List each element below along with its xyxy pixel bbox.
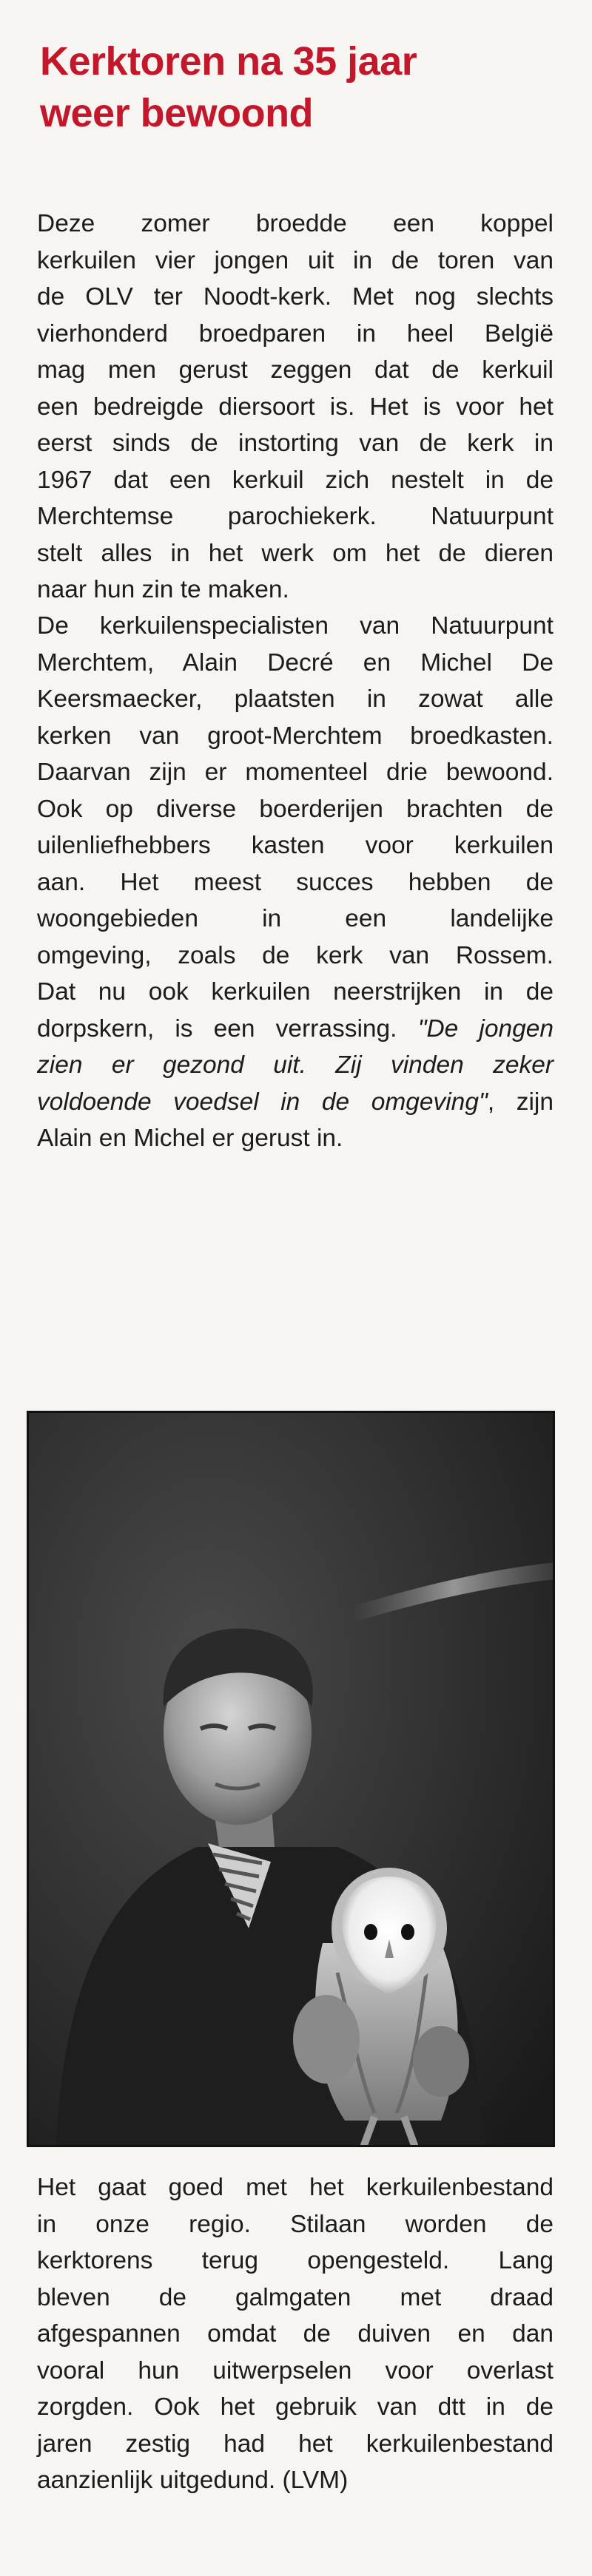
text-line: naar hun zin te maken. (37, 576, 289, 603)
text-line: Keersmaecker, plaatsten in zowat alle (37, 685, 554, 713)
paragraph-3-caption (37, 2169, 554, 2499)
text-line: woongebieden in een landelijke (37, 905, 554, 932)
photo-image (27, 1411, 555, 2147)
text-line-with-quote (37, 1084, 554, 1121)
text-line: 1967 dat een kerkuil zich nestelt in de (37, 466, 554, 494)
text-line: Ook op diverse boerderijen brachten de (37, 795, 554, 823)
text-line: Het gaat goed met het kerkuilenbestand (37, 2174, 554, 2201)
text-line: kerkuilen vier jongen uit in de toren van (37, 246, 554, 274)
text-line: Deze zomer broedde een koppel (37, 210, 554, 237)
text-line: kerken van groot-Merchtem broedkasten. (37, 722, 554, 750)
text-line: De kerkuilenspecialisten van Natuurpunt (37, 612, 554, 640)
photo-man-with-barn-owl (27, 1411, 555, 2147)
text-line: bleven de galmgaten met draad (37, 2283, 554, 2311)
text-line: Merchtem, Alain Decré en Michel De (37, 648, 554, 677)
text-line: zorgden. Ook het gebruik van dtt in de (37, 2393, 554, 2421)
quote-text: "De jongen (417, 1014, 554, 1043)
text-line: eerst sinds de instorting van de kerk in (37, 430, 554, 457)
paragraph-1 (37, 206, 554, 609)
quote-text: zien er gezond uit. Zij vinden zeker (37, 1051, 554, 1079)
text-line: aan. Het meest succes hebben de (37, 868, 554, 896)
text-line: aanzienlijk uitgedund. (LVM) (37, 2467, 349, 2494)
text-line: afgespannen omdat de duiven en dan (37, 2320, 554, 2348)
text-fragment: , zijn (487, 1088, 554, 1116)
text-line: Alain en Michel er gerust in. (37, 1125, 343, 1152)
text-line: de OLV ter Noodt-kerk. Met nog slechts (37, 283, 554, 311)
text-line: Merchtemse parochiekerk. Natuurpunt (37, 503, 554, 530)
text-line: omgeving, zoals de kerk van Rossem. (37, 941, 554, 969)
title-line-2: weer bewoond (40, 91, 314, 135)
quote-text: voldoende voedsel in de omgeving" (37, 1088, 488, 1116)
text-line: kerktorens terug opengesteld. Lang (37, 2247, 554, 2274)
text-line: Daarvan zijn er momenteel drie bewoond. (37, 759, 554, 786)
text-line: vooral hun uitwerpselen voor overlast (37, 2356, 554, 2385)
text-line: een bedreigde diersoort is. Het is voor het (37, 393, 554, 421)
text-line-with-quote (37, 1011, 554, 1048)
text-line: jaren zestig had het kerkuilenbestand (37, 2430, 554, 2458)
text-line: mag men gerust zeggen dat de kerkuil (37, 356, 554, 384)
text-line: vierhonderd broedparen in heel België (37, 319, 554, 348)
title-line-1: Kerktoren na 35 jaar (40, 39, 417, 84)
article-title (40, 35, 573, 139)
text-line: Dat nu ook kerkuilen neerstrijken in de (37, 978, 554, 1006)
text-line: uilenliefhebbers kasten voor kerkuilen (37, 832, 554, 859)
text-line: in onze regio. Stilaan worden de (37, 2210, 554, 2238)
text-line: stelt alles in het werk om het de dieren (37, 539, 554, 567)
text-fragment: dorpskern, is een verrassing. (37, 1014, 418, 1043)
paragraph-2 (37, 608, 554, 1157)
